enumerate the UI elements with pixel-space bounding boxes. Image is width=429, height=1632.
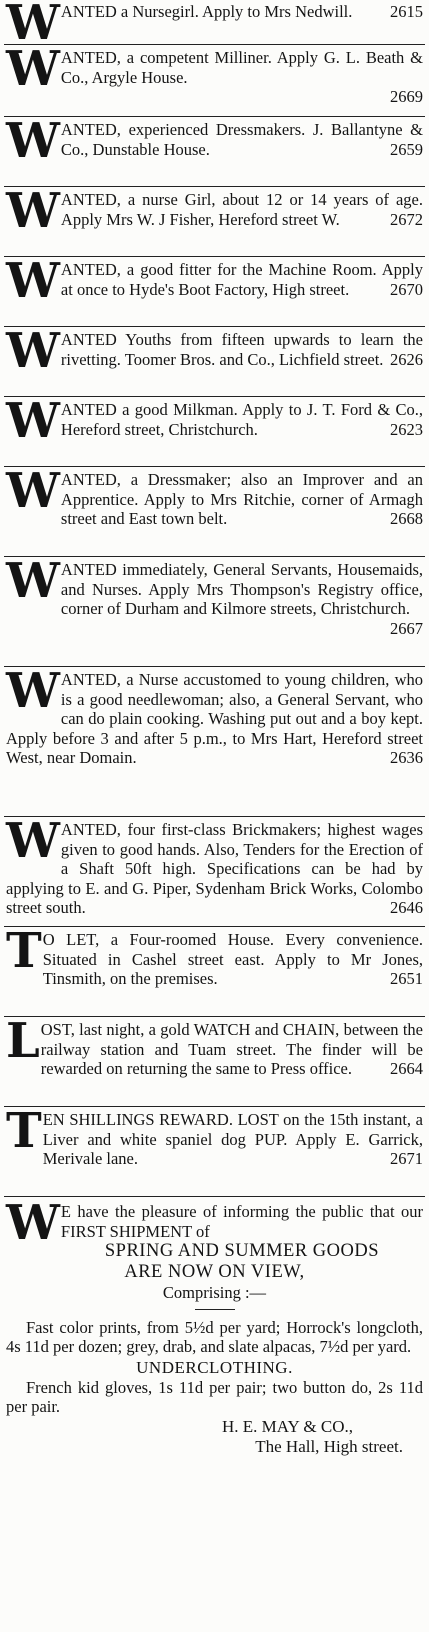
drop-cap: W xyxy=(6,330,58,379)
drop-cap: W xyxy=(6,120,58,169)
ad-text: ANTED a Nursegirl. Apply to Mrs Nedwill. xyxy=(60,2,353,21)
ad-number: 2672 xyxy=(390,209,423,229)
divider xyxy=(4,1196,425,1197)
ad-number: 2615 xyxy=(390,2,423,21)
divider xyxy=(4,1016,425,1017)
ad-number: 2623 xyxy=(390,419,423,439)
divider xyxy=(4,396,425,397)
drop-cap: L xyxy=(6,1020,38,1069)
drop-cap: W xyxy=(6,260,58,309)
divider xyxy=(4,926,425,927)
ad-text: OST, last night, a gold WATCH and CHAIN, between the railway station and Tuam street. The finder will be rewarded on returning the same to Press office. xyxy=(40,1020,423,1078)
ad-text: ANTED, a Nurse accustomed to young children, who is a good needlewoman; also, a General Servant, who can do plain cooking. Washing put out and a boy kept. Apply before 3 and after 5 p.m., to Mrs Hart, Hereford street West, near Domain. xyxy=(6,670,423,767)
classified-ad xyxy=(0,330,429,392)
ad-number: 2667 xyxy=(390,618,423,638)
divider xyxy=(4,186,425,187)
display-ad xyxy=(0,1202,429,1630)
drop-cap: W xyxy=(6,670,58,719)
ad-number: 2668 xyxy=(390,509,423,528)
classified-ad xyxy=(0,560,429,662)
ad-text: ANTED, a competent Milliner. Apply G. L. Beath & Co., Argyle House. xyxy=(60,48,423,87)
ad-text: ANTED a good Milkman. Apply to J. T. Ford & Co., Hereford street, Christchurch. xyxy=(60,400,423,439)
classified-ad xyxy=(0,1110,429,1192)
classified-ad xyxy=(0,2,429,40)
classified-ad xyxy=(0,400,429,462)
divider xyxy=(4,1106,425,1107)
ad-headline: ARE NOW ON VIEW, xyxy=(124,1262,305,1282)
classified-ad xyxy=(0,120,429,182)
drop-cap: W xyxy=(6,470,58,519)
ad-signature: H. E. MAY & CO., xyxy=(222,1416,353,1436)
ad-number: 2670 xyxy=(390,279,423,299)
ad-number: 2671 xyxy=(390,1149,423,1168)
drop-cap: W xyxy=(6,190,58,239)
ad-text: ANTED immediately, General Servants, Housemaids, and Nurses. Apply Mrs Thompson's Registry office, corner of Durham and Kilmore streets, Christchurch. xyxy=(60,560,423,618)
ad-number: 2626 xyxy=(390,349,423,369)
divider xyxy=(4,816,425,817)
ad-text: ANTED Youths from fifteen upwards to learn the rivetting. Toomer Bros. and Co., Lichfield street. xyxy=(60,330,423,369)
ad-number: 2636 xyxy=(390,748,423,767)
divider xyxy=(4,44,425,45)
classified-ad xyxy=(0,260,429,322)
ad-text: O LET, a Four-roomed House. Every convenience. Situated in Cashel street east. Apply to Mr Jones, Tinsmith, on the premises. xyxy=(42,930,423,988)
classified-ad xyxy=(0,48,429,112)
drop-cap: W xyxy=(6,1202,58,1251)
drop-cap: W xyxy=(6,2,58,40)
ad-items: Fast color prints, from 5½d per yard; Horrock's longcloth, 4s 11d per dozen; grey, drab, and slate alpacas, 7½d per yard. xyxy=(6,1317,423,1356)
ad-text: ANTED, experienced Dressmakers. J. Ballantyne & Co., Dunstable House. xyxy=(60,120,423,159)
ad-number: 2651 xyxy=(390,969,423,988)
short-rule xyxy=(195,1309,235,1310)
ad-headline: UNDERCLOTHING. xyxy=(136,1357,293,1377)
ad-number: 2659 xyxy=(390,139,423,159)
drop-cap: W xyxy=(6,560,58,609)
divider xyxy=(4,666,425,667)
ad-text: EN SHILLINGS REWARD. LOST on the 15th instant, a Liver and white spaniel dog PUP. Apply E. Garrick, Merivale lane. xyxy=(42,1110,423,1168)
drop-cap: T xyxy=(6,1110,40,1159)
classified-ad xyxy=(0,470,429,552)
ad-subhead: Comprising :— xyxy=(162,1283,267,1302)
ad-text: ANTED, a nurse Girl, about 12 or 14 years of age. Apply Mrs W. J Fisher, Hereford street W. xyxy=(60,190,423,229)
ad-number: 2664 xyxy=(390,1059,423,1078)
classified-ad xyxy=(0,1020,429,1102)
drop-cap: W xyxy=(6,400,58,449)
drop-cap: W xyxy=(6,820,58,869)
ad-text: E have the pleasure of informing the public that our FIRST SHIPMENT of xyxy=(60,1202,423,1241)
ad-number: 2669 xyxy=(390,87,423,106)
ad-headline: SPRING AND SUMMER GOODS xyxy=(104,1241,380,1261)
divider xyxy=(4,116,425,117)
drop-cap: T xyxy=(6,930,40,979)
ad-number: 2646 xyxy=(390,898,423,917)
classified-ad xyxy=(0,820,429,922)
divider xyxy=(4,466,425,467)
ad-address: The Hall, High street. xyxy=(255,1436,403,1456)
classified-ad xyxy=(0,190,429,252)
classified-ad xyxy=(0,930,429,1012)
ad-items: French kid gloves, 1s 11d per pair; two button do, 2s 11d per pair. xyxy=(6,1377,423,1416)
divider xyxy=(4,556,425,557)
ad-text: ANTED, a good fitter for the Machine Room. Apply at once to Hyde's Boot Factory, High street. xyxy=(60,260,423,299)
divider xyxy=(4,326,425,327)
ad-text: ANTED, four first-class Brickmakers; highest wages given to good hands. Also, Tenders for the Erection of a Shaft 50ft high. Specifications can be had by applying to E. and G. Piper, Sydenham Brick Works, Colombo street south. xyxy=(6,820,423,917)
divider xyxy=(4,256,425,257)
classified-ad xyxy=(0,670,429,812)
drop-cap: W xyxy=(6,48,58,97)
ad-text: ANTED, a Dressmaker; also an Improver and an Apprentice. Apply to Mrs Ritchie, corner of Armagh street and East town belt. xyxy=(60,470,423,528)
